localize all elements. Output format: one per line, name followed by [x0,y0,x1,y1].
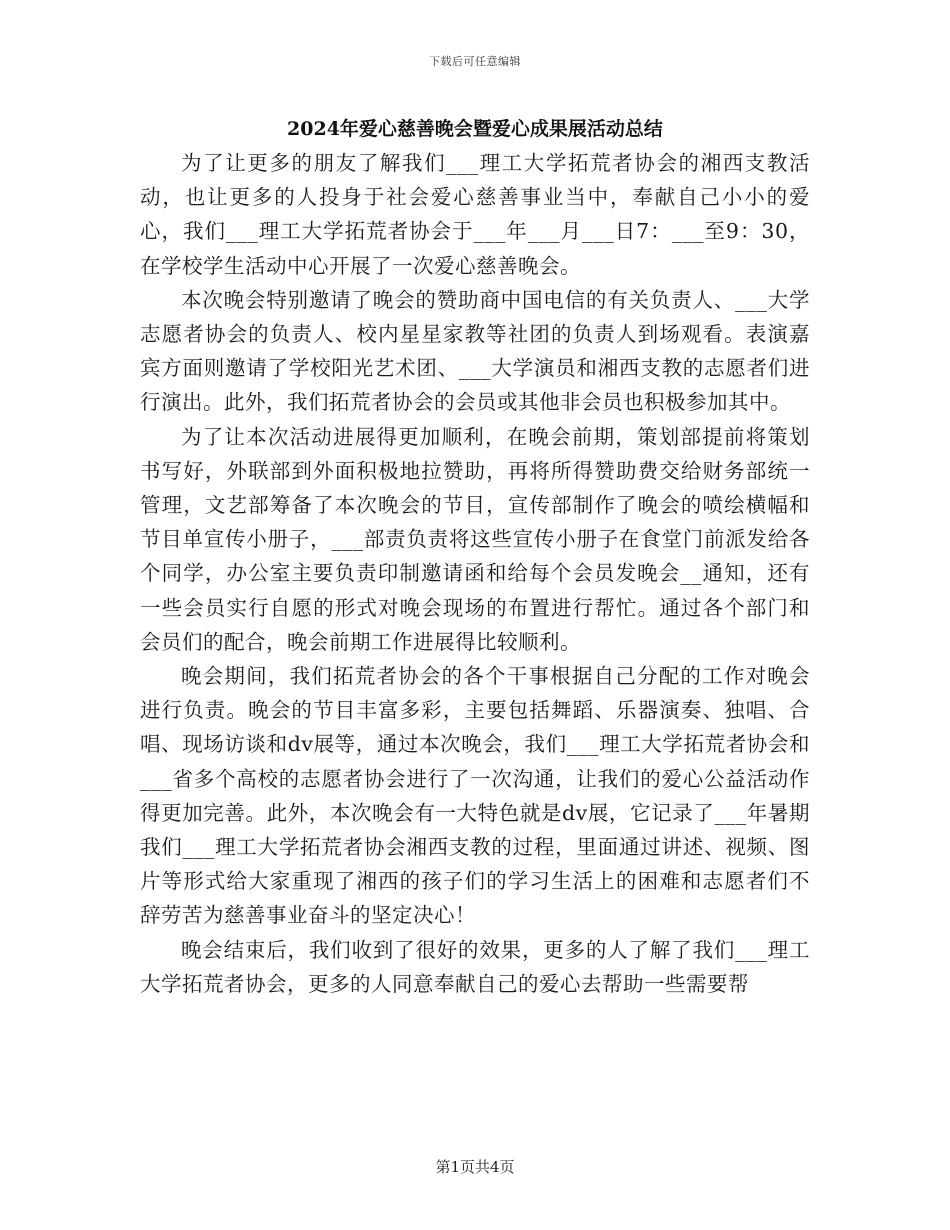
paragraph-2: 本次晚会特别邀请了晚会的赞助商中国电信的有关负责人、___大学志愿者协会的负责人、校内星星家教等社团的负责人到场观看。表演嘉宾方面则邀请了学校阳光艺术团、___大学演员和湘西支教的志愿者们进行演出。此外，我们拓荒者协会的会员或其他非会员也积极参加其中。 [140,287,810,415]
paragraph-3: 为了让本次活动进展得更加顺利，在晚会前期，策划部提前将策划书写好，外联部到外面积极地拉赞助，再将所得赞助费交给财务部统一管理，文艺部筹备了本次晚会的节目，宣传部制作了晚会的喷绘横幅和节目单宣传小册子，___部责负责将这些宣传小册子在食堂门前派发给各个同学，办公室主要负责印制邀请函和给每个会员发晚会__通知，还有一些会员实行自愿的形式对晚会现场的布置进行帮忙。通过各个部门和会员们的配合，晚会前期工作进展得比较顺利。 [140,424,810,654]
document-body [140,146,810,1001]
page-number: 第1页共4页 [435,1158,515,1176]
page-header-note: 下载后可任意编辑 [429,55,521,68]
paragraph-1: 为了让更多的朋友了解我们___理工大学拓荒者协会的湘西支教活动，也让更多的人投身于社会爱心慈善事业当中，奉献自己小小的爱心，我们___理工大学拓荒者协会于___年___月___日7：___至9：30，在学校学生活动中心开展了一次爱心慈善晚会。 [140,151,810,278]
document-title: 2024年爱心慈善晚会暨爱心成果展活动总结 [287,118,663,140]
paragraph-5: 晚会结束后，我们收到了很好的效果，更多的人了解了我们___理工大学拓荒者协会，更多的人同意奉献自己的爱心去帮助一些需要帮 [140,937,810,996]
paragraph-4: 晚会期间，我们拓荒者协会的各个干事根据自己分配的工作对晚会进行负责。晚会的节目丰富多彩，主要包括舞蹈、乐器演奏、独唱、合唱、现场访谈和dv展等，通过本次晚会，我们___理工大学拓荒者协会和___省多个高校的志愿者协会进行了一次沟通，让我们的爱心公益活动作得更加完善。此外，本次晚会有一大特色就是dv展，它记录了___年暑期我们___理工大学拓荒者协会湘西支教的过程，里面通过讲述、视频、图片等形式给大家重现了湘西的孩子们的学习生活上的困难和志愿者们不辞劳苦为慈善事业奋斗的坚定决心！ [140,664,810,928]
